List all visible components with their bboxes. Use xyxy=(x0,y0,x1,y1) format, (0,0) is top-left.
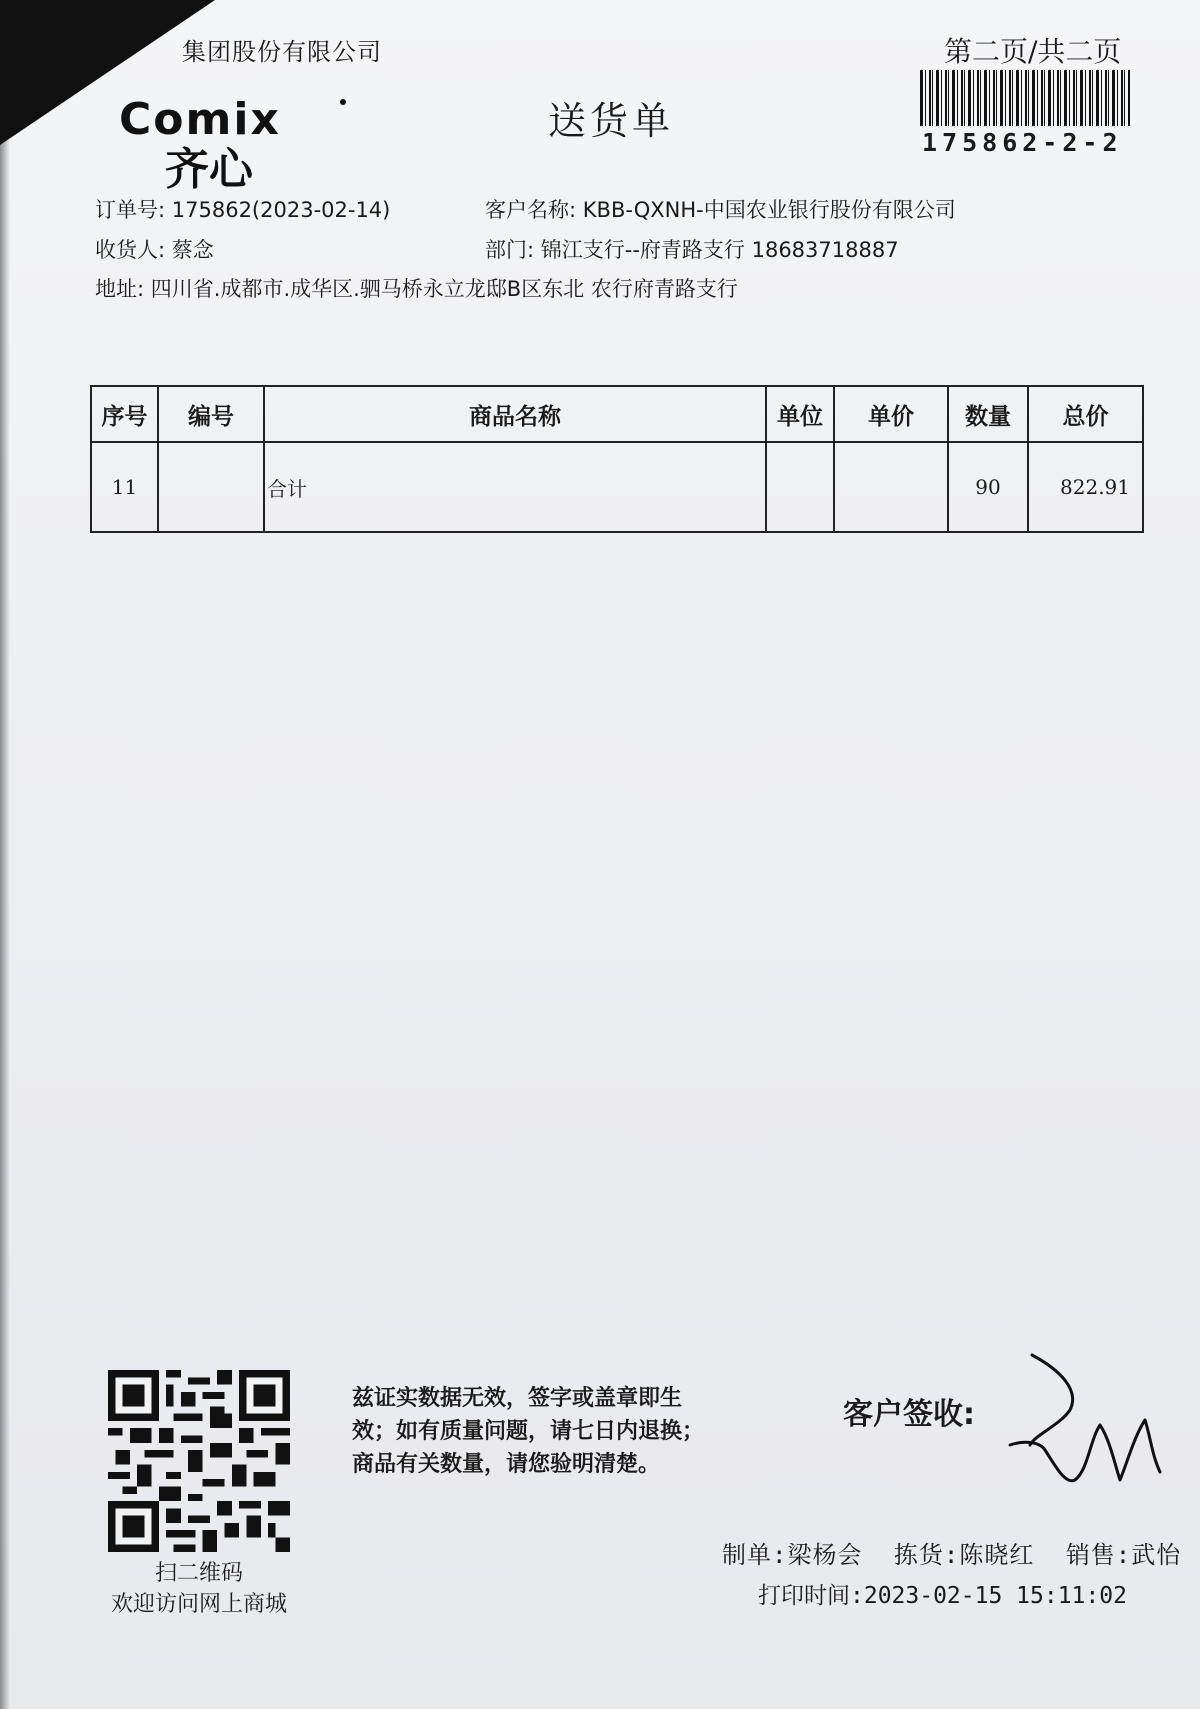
customer-info xyxy=(485,194,956,224)
items-table xyxy=(90,385,1144,533)
order-info xyxy=(95,194,390,224)
handwritten-signature xyxy=(1000,1350,1170,1500)
sales-info: 销售:武怡 xyxy=(1065,1541,1182,1569)
cell-product-name: 合计 xyxy=(264,442,766,532)
maker-info: 制单:梁杨会 xyxy=(722,1541,863,1569)
address-info xyxy=(95,273,738,303)
company-name: 集团股份有限公司 xyxy=(182,38,382,66)
qr-caption-line1: 扫二维码 xyxy=(154,1561,243,1586)
svg-text:Comix: Comix xyxy=(119,94,281,145)
print-time: 打印时间:2023-02-15 15:11:02 xyxy=(758,1583,1127,1609)
notice-line: 效；如有质量问题，请七日内退换； xyxy=(352,1419,705,1444)
staff-info xyxy=(722,1535,1197,1570)
receiver-info xyxy=(95,234,214,264)
customer-value: KBB-QXNH-中国农业银行股份有限公司 xyxy=(582,198,956,222)
customer-label: 客户名称: xyxy=(485,198,577,222)
customer-signature-label: 客户签收: xyxy=(843,1397,975,1432)
barcode-number: 175862-2-2 xyxy=(922,128,1123,157)
header-unit-price: 单价 xyxy=(834,386,948,442)
address-value: 四川省.成都市.成华区.驷马桥永立龙邸B区东北 农行府青路支行 xyxy=(150,277,738,301)
cell-quantity: 90 xyxy=(948,442,1028,532)
notice-text xyxy=(352,1382,772,1481)
cell-unit xyxy=(766,442,834,532)
page-indicator: 第二页/共二页 xyxy=(944,35,1122,68)
order-label: 订单号: xyxy=(95,198,166,222)
cell-unit-price xyxy=(834,442,948,532)
cell-code xyxy=(158,442,264,532)
notice-line: 商品有关数量，请您验明清楚。 xyxy=(352,1452,661,1477)
cell-index: 11 xyxy=(91,442,158,532)
picker-info: 拣货:陈晓红 xyxy=(893,1541,1035,1569)
department-value: 锦江支行--府青路支行 18683718887 xyxy=(540,238,899,262)
receiver-label: 收货人: xyxy=(95,238,166,262)
header-quantity: 数量 xyxy=(948,386,1028,442)
department-info xyxy=(485,234,899,264)
qr-caption xyxy=(86,1558,312,1620)
department-label: 部门: xyxy=(485,238,535,262)
receiver-value: 蔡念 xyxy=(171,238,214,262)
notice-line: 兹证实数据无效，签字或盖章即生 xyxy=(352,1386,683,1411)
svg-text:齐心: 齐心 xyxy=(165,144,253,190)
header-product-name: 商品名称 xyxy=(264,386,766,442)
qr-code-icon xyxy=(108,1370,290,1552)
header-total-price: 总价 xyxy=(1028,386,1143,442)
barcode-icon xyxy=(920,70,1130,126)
comix-logo xyxy=(115,90,350,190)
page-edge-shadow xyxy=(0,0,10,1709)
header-unit: 单位 xyxy=(766,386,834,442)
order-value: 175862(2023-02-14) xyxy=(171,198,391,222)
header-index: 序号 xyxy=(91,386,158,442)
address-label: 地址: xyxy=(95,277,145,301)
table-header-row xyxy=(91,386,1143,442)
header-code: 编号 xyxy=(158,386,264,442)
cell-total-price: 822.91 xyxy=(1028,442,1143,532)
qr-caption-line2: 欢迎访问网上商城 xyxy=(110,1592,287,1617)
document-title: 送货单 xyxy=(548,99,675,143)
table-row xyxy=(91,442,1143,532)
